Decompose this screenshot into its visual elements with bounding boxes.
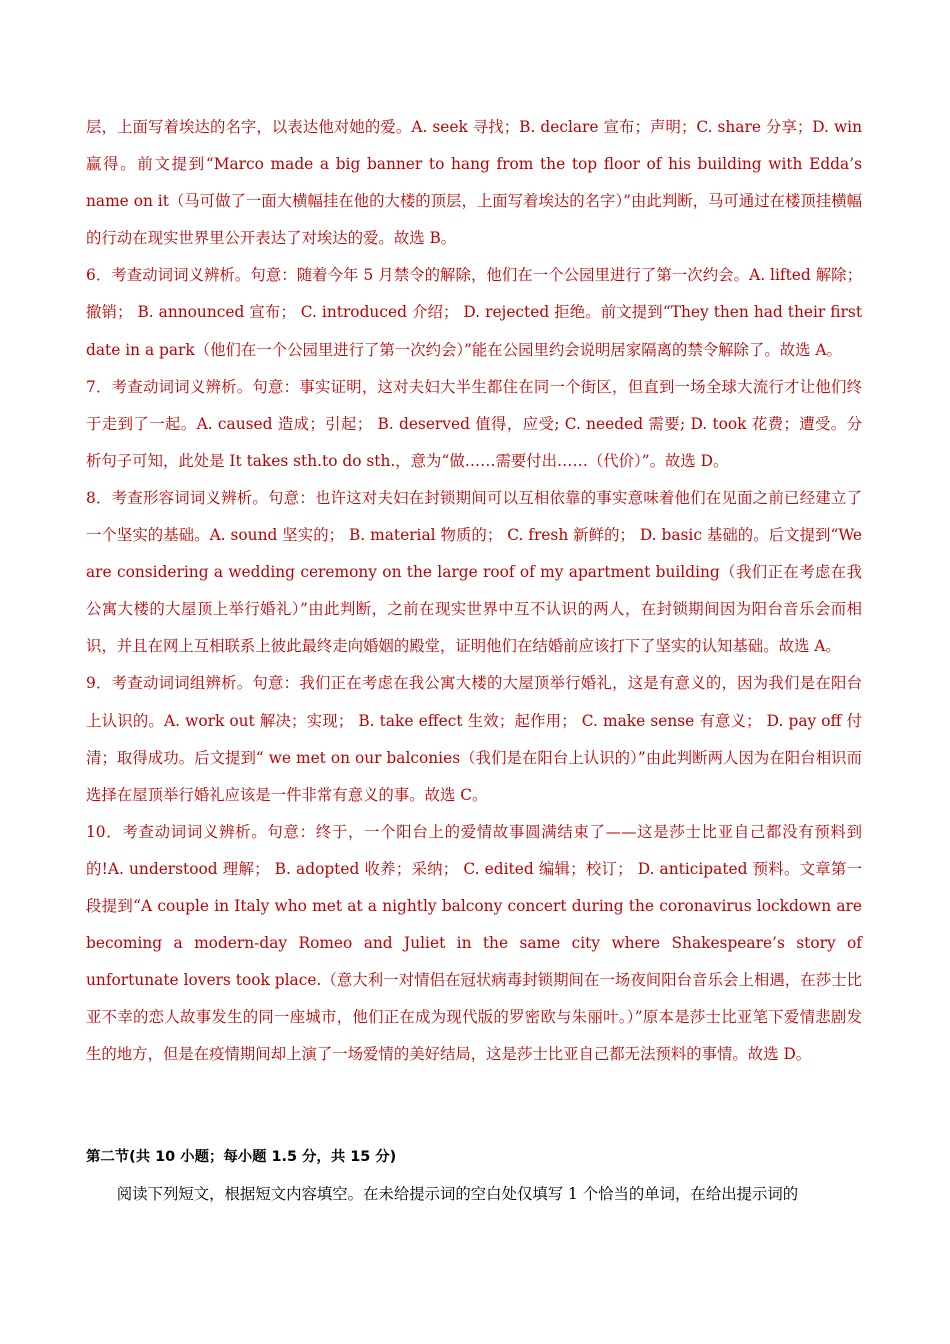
answer-9: 9．考查动词词组辨析。句意：我们正在考虑在我公寓大楼的大屋顶举行婚礼，这是有意义的，因为我们是在阳台上认识的。A. work out 解决；实现； B. take effect 生效；起作用； C. make sense 有意义； D. pay off 付清；取得成功。后文提到“ we met on our balconies（我们是在阳台上认识的）”由此判断两人因为在阳台相识而选择在屋顶举行婚礼应该是一件非常有意义的事。故选 C。 [86,674,862,804]
answer-8: 8．考查形容词词义辨析。句意：也许这对夫妇在封锁期间可以互相依靠的事实意味着他们在见面之前已经建立了一个坚实的基础。A. sound 坚实的； B. material 物质的； C. fresh 新鲜的； D. basic 基础的。后文提到“We are considering a wedding ceremony on the large roof of my apartment building（我们正在考虑在我公寓大楼的大屋顶上举行婚礼）”由此判断，之前在现实世界中互不认识的两人，在封锁期间因为阳台音乐会而相识，并且在网上互相联系上彼此最终走向婚姻的殿堂，证明他们在结婚前应该打下了坚实的认知基础。故选 A。 [86,488,862,656]
section-instruction: 阅读下列短文，根据短文内容填空。在未给提示词的空白处仅填写 1 个恰当的单词，在给出提示词的 [116,1185,799,1203]
answer-6: 6．考查动词词义辨析。句意：随着今年 5 月禁令的解除，他们在一个公园里进行了第一次约会。A. lifted 解除；撤销； B. announced 宣布； C. introduced 介绍； D. rejected 拒绝。前文提到“They then had their first date in a park（他们在一个公园里进行了第一次约会）”能在公园里约会说明居家隔离的禁令解除了。故选 A。 [86,266,862,359]
section-heading: 第二节(共 10 小题；每小题 1.5 分，共 15 分) [86,1149,397,1165]
answer-7: 7．考查动词词义辨析。句意：事实证明，这对夫妇大半生都住在同一个街区，但直到一场全球大流行才让他们终于走到了一起。A. caused 造成；引起； B. deserved 值得，应受; C. needed 需要; D. took 花费；遭受。分析句子可知，此处是 It takes sth.to do sth.，意为“做……需要付出……（代价）”。故选 D。 [86,377,862,470]
answer-5-continuation: 层，上面写着埃达的名字，以表达他对她的爱。A. seek 寻找；B. declare 宣布；声明；C. share 分享；D. win 赢得。前文提到“Marco made a big banner to hang from the top floor of his building with Edda’s name on it（马可做了一面大横幅挂在他的大楼的顶层，上面写着埃达的名字）”由此判断，马可通过在楼顶挂横幅的行动在现实世界里公开表达了对埃达的爱。故选 B。 [86,118,862,248]
answer-explanations [86,109,862,1073]
answer-10: 10．考查动词词义辨析。句意：终于，一个阳台上的爱情故事圆满结束了——这是莎士比亚自己都没有预料到的!A. understood 理解； B. adopted 收养；采纳； C. edited 编辑；校订； D. anticipated 预料。文章第一段提到“A couple in Italy who met at a nightly balcony concert during the coronavirus lockdown are becoming a modern-day Romeo and Juliet in the same city where Shakespeare’s story of unfortunate lovers took place.（意大利一对情侣在冠状病毒封锁期间在一场夜间阳台音乐会上相遇，在莎士比亚不幸的恋人故事发生的同一座城市，他们正在成为现代版的罗密欧与朱丽叶。）”原本是莎士比亚笔下爱情悲剧发生的地方，但是在疫情期间却上演了一场爱情的美好结局，这是莎士比亚自己都无法预料的事情。故选 D。 [86,822,862,1064]
